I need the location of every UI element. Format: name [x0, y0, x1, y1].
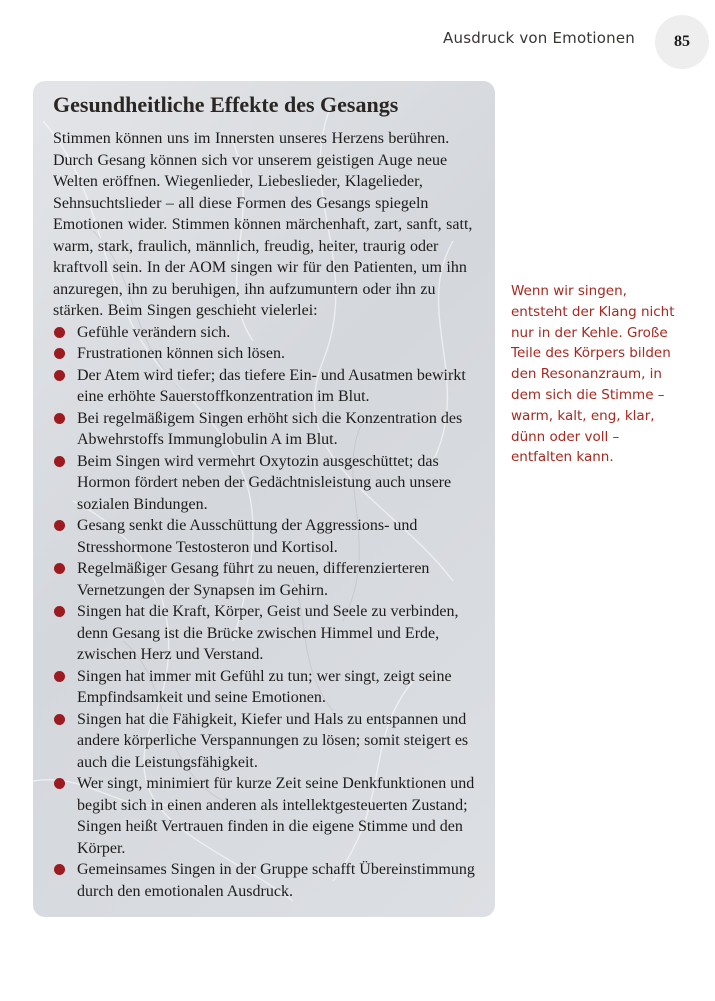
- list-item: [53, 773, 483, 859]
- list-item: [53, 343, 483, 365]
- list-item-text: Regelmäßiger Gesang führt zu neuen, differenzierteren Vernetzungen der Synapsen im Gehirn.: [77, 560, 430, 599]
- bullet-dot-icon: [54, 671, 65, 682]
- bullet-dot-icon: [54, 348, 65, 359]
- list-item: [53, 451, 483, 516]
- bullet-dot-icon: [54, 864, 65, 875]
- list-item: [53, 666, 483, 709]
- list-item-text: Beim Singen wird vermehrt Oxytozin ausgeschüttet; das Hormon fördert neben der Gedächtnisleistung auch unsere sozialen Bindungen.: [77, 452, 452, 513]
- bullet-dot-icon: [54, 520, 65, 531]
- list-item: [53, 322, 483, 344]
- page-number-badge: [655, 15, 709, 69]
- list-item: [53, 408, 483, 451]
- list-item-text: Bei regelmäßigem Singen erhöht sich die Konzentration des Abwehrstoffs Immunglobulin A im Blut.: [77, 409, 463, 448]
- bullet-dot-icon: [54, 413, 65, 424]
- bullet-dot-icon: [54, 563, 65, 574]
- bullet-dot-icon: [54, 456, 65, 467]
- list-item-text: Singen hat die Kraft, Körper, Geist und Seele zu verbinden, denn Gesang ist die Brücke zwischen Himmel und Erde, zwischen Herz und Verstand.: [77, 603, 459, 663]
- list-item: [53, 558, 483, 601]
- list-item-text: Wer singt, minimiert für kurze Zeit seine Denkfunktionen und begibt sich in einen anderen als intellektgesteuerten Zustand; Singen heißt Vertrauen finden in die eigene Stimme und den Körper.: [77, 775, 475, 857]
- effects-list: [53, 322, 483, 903]
- bullet-dot-icon: [54, 606, 65, 617]
- running-head: Ausdruck von Emotionen: [443, 29, 635, 47]
- page-number: 85: [674, 33, 690, 50]
- list-item-text: Der Atem wird tiefer; das tiefere Ein- und Ausatmen bewirkt eine erhöhte Sauerstoffkonzentration im Blut.: [77, 366, 466, 405]
- bullet-dot-icon: [54, 370, 65, 381]
- box-title: Gesundheitliche Effekte des Gesangs: [53, 92, 399, 117]
- list-item: [53, 859, 483, 902]
- info-box: [33, 81, 495, 917]
- list-item: [53, 709, 483, 774]
- list-item-text: Gefühle verändern sich.: [77, 323, 231, 341]
- list-item-text: Gemeinsames Singen in der Gruppe schafft Übereinstimmung durch den emotionalen Ausdruck.: [77, 861, 475, 900]
- list-item-text: Frustrationen können sich lösen.: [77, 345, 285, 362]
- list-item: [53, 515, 483, 558]
- margin-note: Wenn wir singen, entsteht der Klang nicht nur in der Kehle. Große Teile des Körpers bilden den Resonanzraum, in dem sich die Stimme – warm, kalt, eng, klar, dünn oder voll – entfalten kann.: [511, 283, 675, 466]
- list-item: [53, 365, 483, 408]
- list-item: [53, 601, 483, 666]
- list-item-text: Singen hat die Fähigkeit, Kiefer und Hals zu entspannen und andere körperliche Verspannungen zu lösen; somit steigert es auch die Leistungsfähigkeit.: [77, 710, 469, 771]
- intro-paragraph: Stimmen können uns im Innersten unseres Herzens berühren. Durch Gesang können sich vor unserem geistigen Auge neue Welten eröffnen. Wiegenlieder, Liebeslieder, Klagelieder, Sehnsuchtslieder – all diese Formen des Gesangs spiegeln Emotionen wider. Stimmen können märchenhaft, zart, sanft, satt, warm, stark, fraulich, männlich, freudig, heiter, traurig oder kraftvoll sein. In der AOM singen wir für den Patienten, um ihn anzuregen, ihn zu beruhigen, ihn aufzumuntern oder ihn zu stärken. Beim Singen geschieht vielerlei:: [53, 130, 473, 319]
- bullet-dot-icon: [54, 327, 65, 338]
- bullet-dot-icon: [54, 714, 65, 725]
- list-item-text: Gesang senkt die Ausschüttung der Aggressions- und Stresshormone Testosteron und Kortisol.: [77, 517, 418, 556]
- list-item-text: Singen hat immer mit Gefühl zu tun; wer singt, zeigt seine Empfindsamkeit und seine Emotionen.: [77, 667, 452, 706]
- bullet-dot-icon: [54, 778, 65, 789]
